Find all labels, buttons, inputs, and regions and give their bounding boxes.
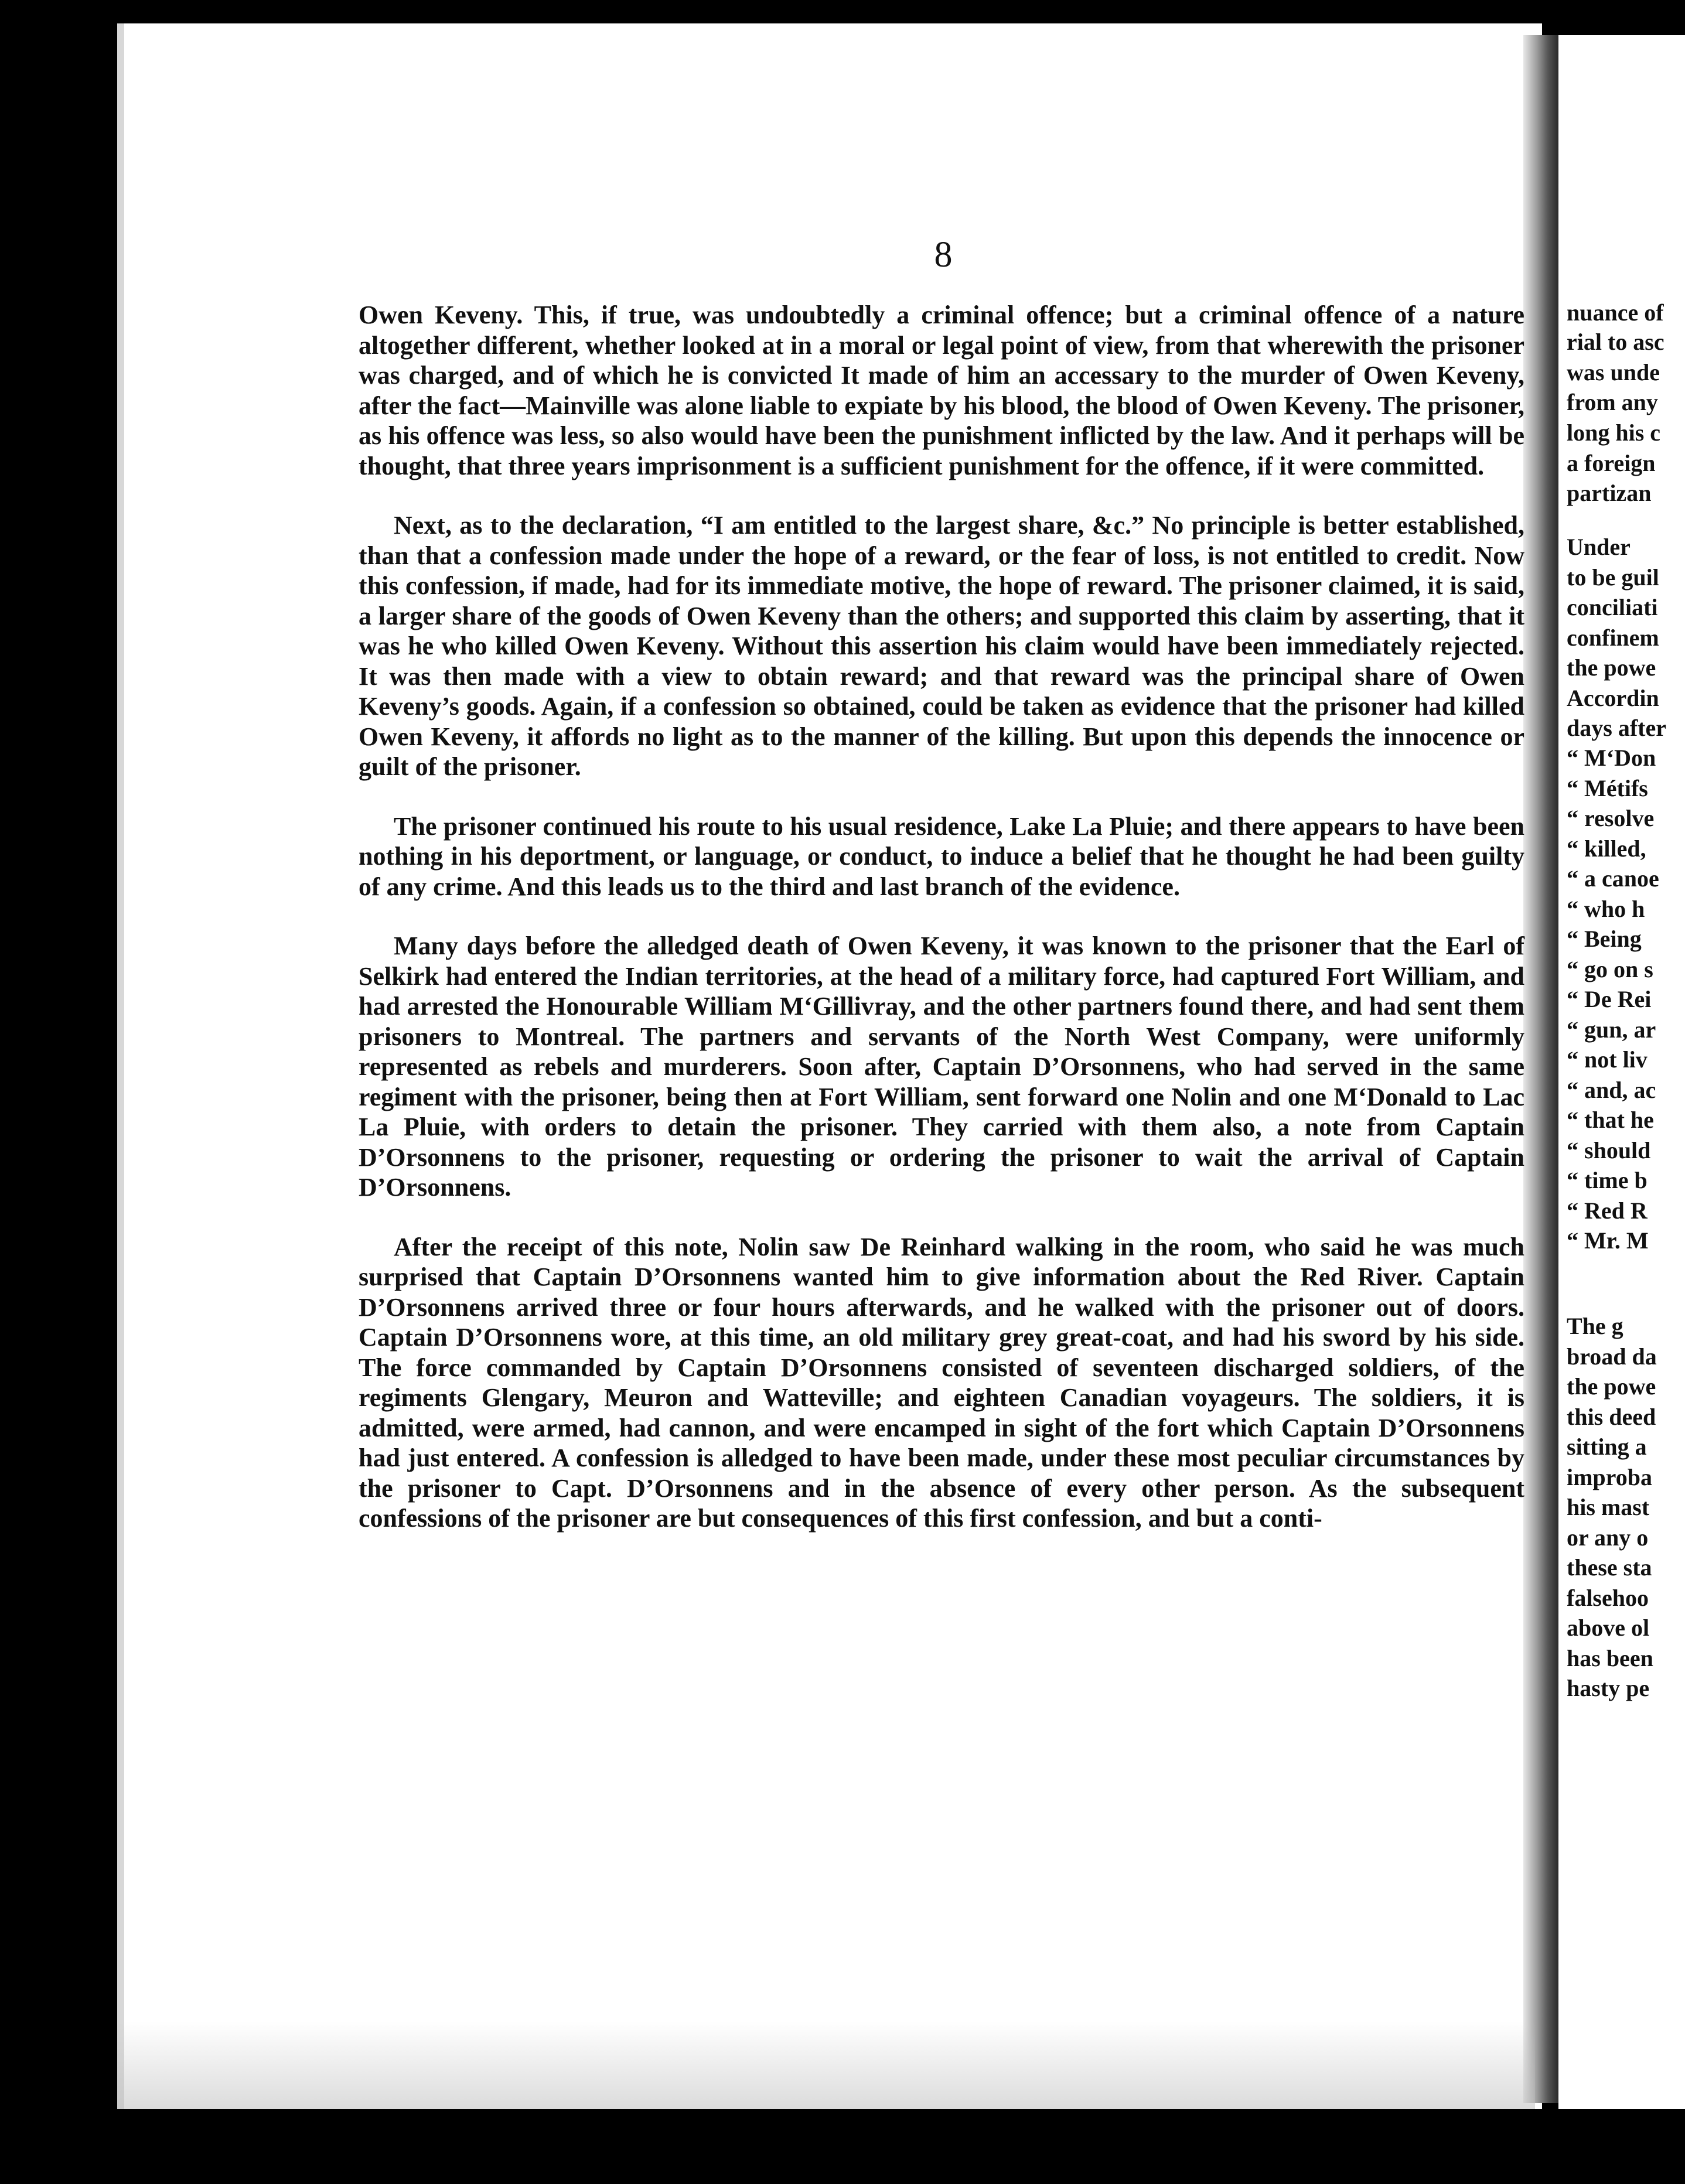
next-page-line: “ resolve: [1567, 805, 1655, 831]
next-page-line: rial to asc: [1567, 329, 1664, 355]
next-page-line: “ who h: [1567, 896, 1645, 922]
next-page-line: falsehoo: [1567, 1585, 1649, 1611]
next-page-line: “ Métifs: [1567, 775, 1648, 801]
next-page-line: “ go on s: [1567, 956, 1653, 982]
next-page-line: to be guil: [1567, 564, 1659, 591]
book-gutter: [1523, 35, 1558, 2103]
next-page-line: “ De Rei: [1567, 986, 1652, 1012]
next-page-line: nuance of: [1567, 299, 1664, 326]
next-page-line: “ a canoe: [1567, 865, 1659, 892]
next-page-line: partizan: [1567, 480, 1652, 506]
next-page-line: the powe: [1567, 654, 1656, 681]
next-page-line: “ not liv: [1567, 1046, 1648, 1073]
paragraph: Many days before the alledged death of Owen Keveny, it was known to the prisoner that the Earl of Selkirk had entered the Indian territories, at the head of a military force, had captured Fort William, and had arrested the Honourable William M‘Gillivray, and the other partners found there, and had sent them prisoners to Montreal. The partners and servants of the North West Company, were uniformly represented as rebels and murderers. Soon after, Captain D’Orsonnens, who had served in the same regiment with the prisoner, being then at Fort William, sent forward one Nolin and one M‘Donald to Lac La Pluie, with orders to detain the prisoner. They carried with them also, a note from Captain D’Orsonnens to the prisoner, requesting or ordering the prisoner to wait the arrival of Captain D’Orsonnens.: [359, 931, 1524, 1202]
next-page-line: “ killed,: [1567, 835, 1646, 862]
next-page-line: “ that he: [1567, 1107, 1654, 1133]
paragraph: Owen Keveny. This, if true, was undoubtedly a criminal offence; but a criminal offence of a nature altogether different, whether looked at in a moral or legal point of view, from that wherewith the prisoner was charged, and of which he is convicted It made of him an accessary to the murder of Owen Keveny, after the fact—Mainville was alone liable to expiate by his blood, the blood of Owen Keveny. The prisoner, as his offence was less, so also would have been the punishment inflicted by the law. And it perhaps will be thought, that three years imprisonment is a sufficient punishment for the offence, if it were committed.: [359, 301, 1524, 480]
next-page-line: “ time b: [1567, 1167, 1648, 1193]
page-right-fragment: [1558, 35, 1685, 2109]
next-page-line: long his c: [1567, 419, 1661, 446]
next-page-line: conciliati: [1567, 594, 1658, 620]
next-page-line: Accordin: [1567, 685, 1659, 711]
next-page-line: these sta: [1567, 1554, 1652, 1581]
next-page-line: “ Being: [1567, 926, 1642, 952]
next-page-line: this deed: [1567, 1404, 1656, 1430]
next-page-line: improba: [1567, 1464, 1652, 1490]
next-page-line: days after: [1567, 715, 1666, 741]
body-text: [359, 300, 1524, 1563]
next-page-line: “ gun, ar: [1567, 1016, 1656, 1043]
paragraph: After the receipt of this note, Nolin saw De Reinhard walking in the room, who said he was much surprised that Captain D’Orsonnens wanted him to give information about the Red River. Captain D’Orsonnens arrived three or four hours afterwards, and he walked with the prisoner out of doors. Captain D’Orsonnens wore, at this time, an old military grey great-coat, and had his sword by his side. The force commanded by Captain D’Orsonnens consisted of seventeen discharged soldiers, of the regiments Glengary, Meuron and Watteville; and eighteen Canadian voyageurs. The soldiers, it is admitted, were armed, had cannon, and were encamped in sight of the fort which Captain D’Orsonnens had just entered. A confession is alledged to have been made, under these most peculiar circumstances by the prisoner to Capt. D’Orsonnens and in the absence of every other person. As the subsequent confessions of the prisoner are but consequences of this first confession, and but a conti-: [359, 1232, 1524, 1533]
next-page-line: “ M‘Don: [1567, 745, 1656, 771]
next-page-line: “ Red R: [1567, 1197, 1648, 1224]
next-page-line: “ Mr. M: [1567, 1227, 1649, 1254]
next-page-line: the powe: [1567, 1373, 1656, 1400]
next-page-line: his mast: [1567, 1494, 1650, 1520]
page-edge-shadow: [117, 2021, 1535, 2109]
paragraph: Next, as to the declaration, “I am entitled to the largest share, &c.” No principle is better established, than that a confession made under the hope of a reward, or the fear of loss, is not entitled to credit. Now this confession, if made, had for its immediate motive, the hope of reward. The prisoner claimed, it is said, a larger share of the goods of Owen Keveny than the others; and supported this claim by asserting, that it was he who killed Owen Keveny. Without this assertion his claim would have been immediately rejected. It was then made with a view to obtain reward; and that reward was the principal share of Owen Keveny’s goods. Again, if a confession so obtained, could be taken as evidence that the prisoner had killed Owen Keveny, it affords no light as to the manner of the killing. But upon this depends the innocence or guilt of the prisoner.: [359, 511, 1524, 781]
next-page-line: broad da: [1567, 1343, 1657, 1370]
next-page-line: or any o: [1567, 1524, 1649, 1551]
next-page-line: Under: [1567, 534, 1631, 560]
next-page-line: from any: [1567, 389, 1658, 415]
next-page-line: above ol: [1567, 1615, 1650, 1641]
page-number: 8: [934, 235, 953, 275]
next-page-line: confinem: [1567, 625, 1659, 651]
next-page-line: a foreign: [1567, 450, 1656, 476]
next-page-line: was unde: [1567, 359, 1660, 385]
paragraph: The prisoner continued his route to his usual residence, Lake La Pluie; and there appears to have been nothing in his deportment, or language, or conduct, to induce a belief that he thought he had been guilty of any crime. And this leads us to the third and last branch of the evidence.: [359, 811, 1524, 901]
next-page-line: hasty pe: [1567, 1675, 1650, 1701]
next-page-line: sitting a: [1567, 1434, 1647, 1460]
next-page-line: has been: [1567, 1645, 1653, 1671]
next-page-line: The g: [1567, 1313, 1623, 1339]
next-page-line: “ should: [1567, 1137, 1651, 1163]
next-page-line: “ and, ac: [1567, 1077, 1656, 1103]
